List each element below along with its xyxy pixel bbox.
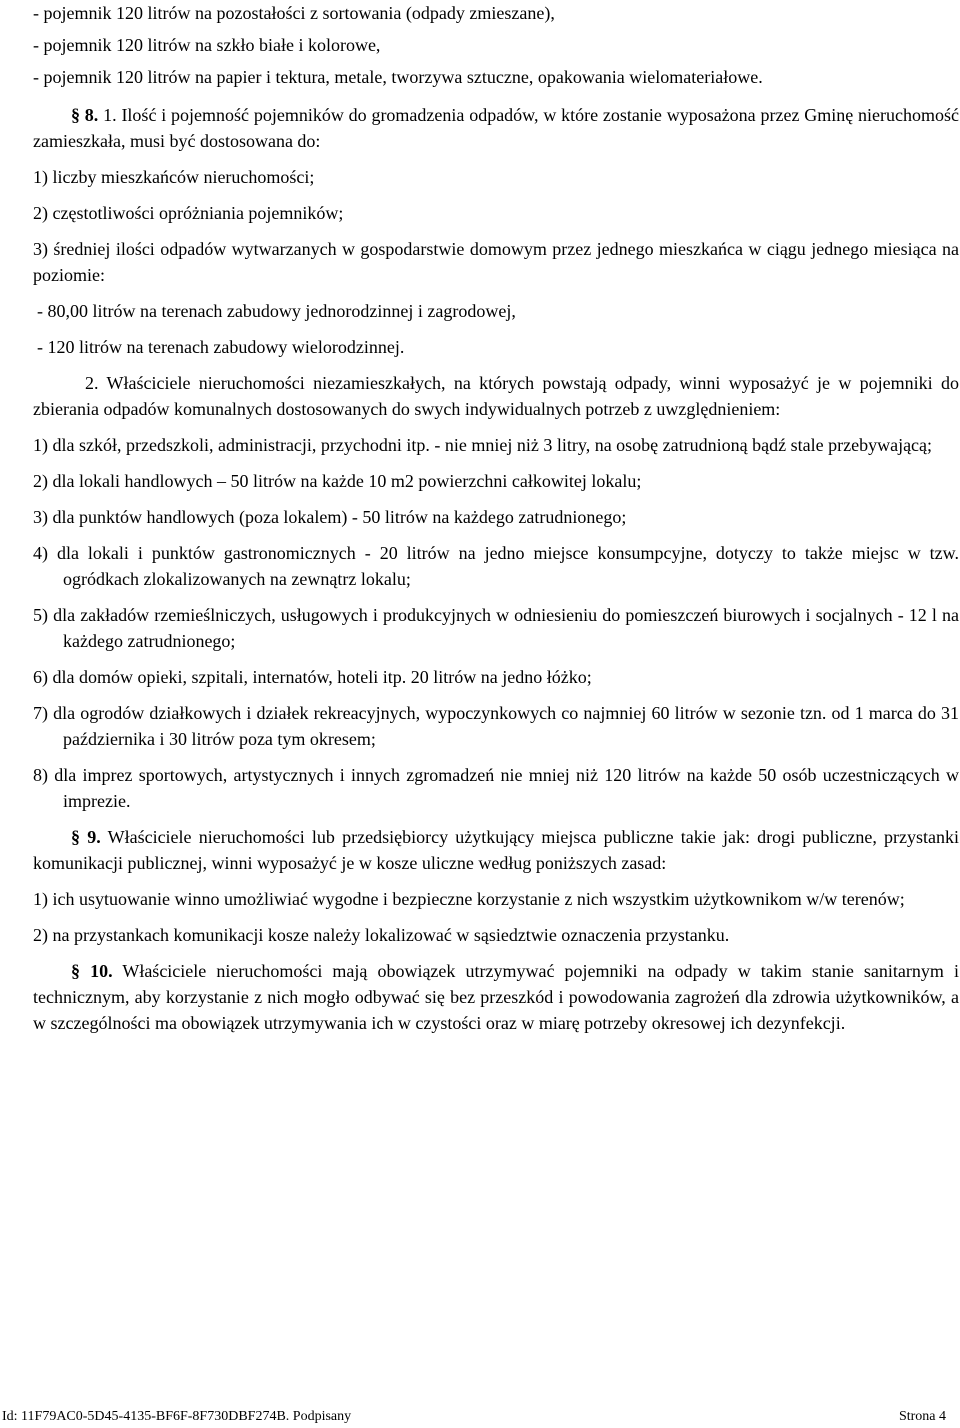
- paragraph-number: 1.: [103, 105, 117, 125]
- list-item: 1) liczby mieszkańców nieruchomości;: [33, 167, 315, 187]
- list-item: 8) dla imprez sportowych, artystycznych i innych zgromadzeń nie mniej niż 120 litrów na każde 50 osób uczestniczących w imprezie.: [33, 765, 959, 811]
- section-mark: § 9.: [71, 827, 101, 847]
- dash-item: - 80,00 litrów na terenach zabudowy jednorodzinnej i zagrodowej,: [37, 301, 516, 321]
- list-item: 3) średniej ilości odpadów wytwarzanych w gospodarstwie domowym przez jednego mieszkańca w ciągu jednego miesiąca na poziomie:: [33, 239, 959, 285]
- paragraph-text: Właściciele nieruchomości mają obowiązek utrzymywać pojemniki na odpady w takim stanie sanitarnym i technicznym, aby korzystanie z nich mogło odbywać się bez przeszkód i powodowania zagrożeń dla zdrowia użytkowników, a w szczególności ma obowiązek utrzymywania ich w czystości oraz w miarę potrzeby okresowej ich dezynfekcji.: [33, 961, 959, 1033]
- section-mark: § 10.: [71, 961, 113, 981]
- list-line: - pojemnik 120 litrów na szkło białe i kolorowe,: [33, 35, 381, 55]
- list-item: 1) dla szkół, przedszkoli, administracji, przychodni itp. - nie mniej niż 3 litry, na osobę zatrudnioną bądź stale przebywającą;: [33, 435, 933, 455]
- paragraph-10: [33, 958, 959, 1036]
- paragraph-text: Ilość i pojemność pojemników do gromadzenia odpadów, w które zostanie wyposażona przez Gminę nieruchomość zamieszkała, musi być dostosowana do:: [33, 105, 960, 151]
- paragraph-9: [33, 824, 959, 876]
- document-page: [33, 0, 959, 1036]
- list-item: 2) dla lokali handlowych – 50 litrów na każde 10 m2 powierzchni całkowitej lokalu;: [33, 471, 642, 491]
- paragraph-text: Właściciele nieruchomości lub przedsiębiorcy użytkujący miejsca publiczne takie jak: drogi publiczne, przystanki komunikacji publicznej, winni wyposażyć je w kosze uliczne według poniższych zasad:: [33, 827, 959, 873]
- list-line: - pojemnik 120 litrów na papier i tektura, metale, tworzywa sztuczne, opakowania wielomateriałowe.: [33, 67, 763, 87]
- section-mark: § 8.: [71, 105, 99, 125]
- paragraph-8-2: [33, 370, 959, 422]
- list-item: 2) na przystankach komunikacji kosze należy lokalizować w sąsiedztwie oznaczenia przystanku.: [33, 925, 730, 945]
- list-line: - pojemnik 120 litrów na pozostałości z sortowania (odpady zmieszane),: [33, 3, 555, 23]
- paragraph-8-1: [33, 102, 959, 154]
- page-footer: [0, 1408, 960, 1426]
- list-item: 1) ich usytuowanie winno umożliwiać wygodne i bezpieczne korzystanie z nich wszystkim użytkownikom w/w terenów;: [33, 889, 905, 909]
- page-number: Strona 4: [898, 1409, 946, 1424]
- list-item: 3) dla punktów handlowych (poza lokalem) - 50 litrów na każdego zatrudnionego;: [33, 507, 627, 527]
- list-item: 4) dla lokali i punktów gastronomicznych - 20 litrów na jedno miejsce konsumpcyjne, dotyczy to także miejsc w tzw. ogródkach zlokalizowanych na zewnątrz lokalu;: [33, 543, 959, 589]
- document-id: Id: 11F79AC0-5D45-4135-BF6F-8F730DBF274B. Podpisany: [2, 1409, 352, 1424]
- dash-item: - 120 litrów na terenach zabudowy wielorodzinnej.: [37, 337, 405, 357]
- list-item: 6) dla domów opieki, szpitali, internatów, hoteli itp. 20 litrów na jedno łóżko;: [33, 667, 592, 687]
- paragraph-text: Właściciele nieruchomości niezamieszkałych, na których powstają odpady, winni wyposażyć je w pojemniki do zbierania odpadów komunalnych dostosowanych do swych indywidualnych potrzeb z uwzględnieniem:: [33, 373, 959, 419]
- paragraph-number: 2.: [85, 373, 99, 393]
- list-item: 2) częstotliwości opróżniania pojemników;: [33, 203, 344, 223]
- list-item: 7) dla ogrodów działkowych i działek rekreacyjnych, wypoczynkowych co najmniej 60 litrów w sezonie tzn. od 1 marca do 31 października i 30 litrów poza tym okresem;: [33, 703, 959, 749]
- list-item: 5) dla zakładów rzemieślniczych, usługowych i produkcyjnych w odniesieniu do pomieszczeń biurowych i socjalnych - 12 l na każdego zatrudnionego;: [33, 605, 959, 651]
